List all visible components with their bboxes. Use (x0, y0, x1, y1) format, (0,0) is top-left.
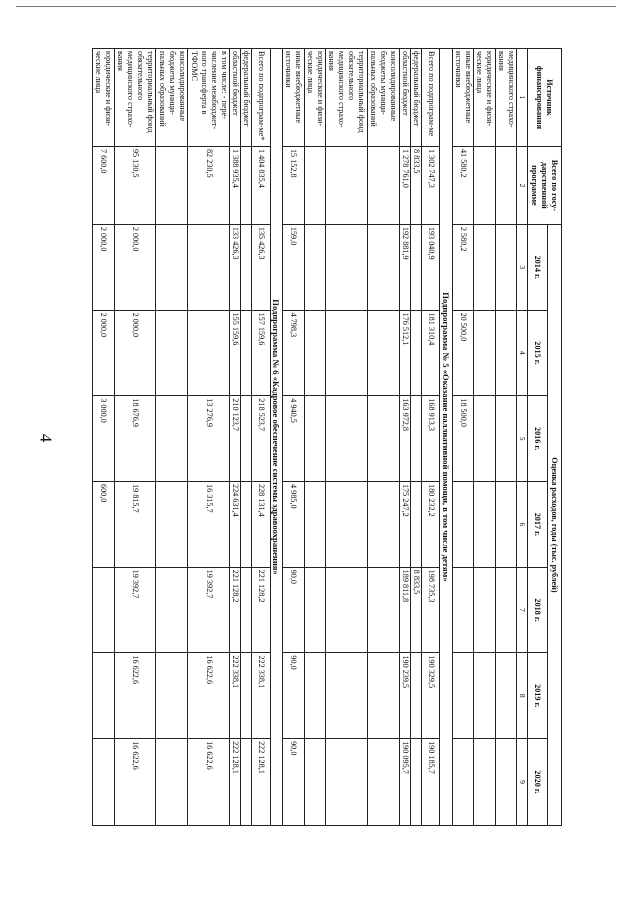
value-cell: 135 426,3 (252, 224, 270, 310)
value-cell (156, 224, 188, 310)
table-row (252, 49, 270, 826)
value-cell: 95 130,5 (114, 146, 156, 224)
value-cell (452, 481, 473, 567)
header-year: 2019 г. (528, 653, 548, 739)
table-row (114, 49, 156, 826)
value-cell (156, 653, 188, 739)
value-cell: 155 159,6 (230, 310, 241, 396)
header-estimate: Оценка расходов, годы (тыс. рублей) (548, 224, 562, 825)
value-cell (241, 739, 252, 826)
value-cell: 163 972,8 (399, 396, 410, 482)
value-cell: 222 128,1 (230, 739, 241, 826)
value-cell (367, 224, 399, 310)
value-cell (156, 310, 188, 396)
header-year: 2016 г. (528, 396, 548, 482)
source-cell: юридические и физи-ческие лица (474, 49, 495, 147)
value-cell (474, 396, 495, 482)
table-row (495, 49, 516, 826)
source-cell: территориальный фонд обязательного медицинского страхо-вания (326, 49, 368, 147)
header-year: 2015 г. (528, 310, 548, 396)
value-cell (495, 739, 516, 826)
table-row (474, 49, 495, 826)
value-cell: 16 622,6 (188, 739, 230, 826)
value-cell: 15 152,8 (283, 146, 304, 224)
value-cell (367, 653, 399, 739)
value-cell: 18 500,0 (452, 396, 473, 482)
value-cell: 222 128,1 (252, 739, 270, 826)
value-cell: 82 230,5 (188, 146, 230, 224)
value-cell (304, 146, 325, 224)
column-number: 2 (517, 146, 528, 224)
column-number: 7 (517, 567, 528, 653)
funding-table (92, 48, 562, 826)
value-cell: 7 600,0 (93, 146, 115, 224)
value-cell (241, 481, 252, 567)
value-cell (241, 567, 252, 653)
value-cell: 1 388 935,4 (230, 146, 241, 224)
value-cell: 193 040,9 (422, 224, 440, 310)
value-cell: 2 580,2 (452, 224, 473, 310)
value-cell: 600,0 (93, 481, 115, 567)
value-cell (474, 224, 495, 310)
value-cell (474, 739, 495, 826)
source-cell: федеральный бюджет (410, 49, 421, 147)
value-cell (326, 653, 368, 739)
value-cell (188, 310, 230, 396)
value-cell (495, 396, 516, 482)
value-cell (326, 481, 368, 567)
value-cell (410, 224, 421, 310)
table-row (367, 49, 399, 826)
value-cell (156, 567, 188, 653)
top-rule (16, 6, 616, 7)
table-row (326, 49, 368, 826)
value-cell: 189 811,8 (399, 567, 410, 653)
value-cell: 2 000,0 (93, 224, 115, 310)
value-cell (474, 567, 495, 653)
source-cell: медицинского страхо-вания (495, 49, 516, 147)
value-cell: 90,0 (283, 653, 304, 739)
page-number: 4 (36, 433, 56, 443)
value-cell (474, 653, 495, 739)
source-cell: иные внебюджетные источники (283, 49, 304, 147)
value-cell (188, 224, 230, 310)
source-cell: в том числе: - пере-числение межбюджет-ного трансферта в ТФОМС (188, 49, 230, 147)
value-cell: 4 798,3 (283, 310, 304, 396)
table-rotator (92, 48, 562, 826)
source-cell: юридические и физи-ческие лица (304, 49, 325, 147)
value-cell (326, 310, 368, 396)
value-cell (156, 146, 188, 224)
value-cell (304, 739, 325, 826)
value-cell (410, 739, 421, 826)
section-title: Подпрограмма № 5 «Оказание паллиативной помощи, в том числе детям» (440, 49, 452, 826)
header-year: 2020 г. (528, 739, 548, 826)
table-row (452, 49, 473, 826)
value-cell (410, 481, 421, 567)
value-cell (474, 481, 495, 567)
source-cell: федеральный бюджет (241, 49, 252, 147)
value-cell: 1 404 835,4 (252, 146, 270, 224)
value-cell (326, 739, 368, 826)
header-total: Всего по госу-дарственной программе (528, 146, 562, 224)
value-cell (241, 653, 252, 739)
value-cell: 90,0 (283, 739, 304, 826)
value-cell: 16 622,6 (114, 653, 156, 739)
value-cell: 218 523,7 (252, 396, 270, 482)
source-cell: областной бюджет (230, 49, 241, 147)
value-cell: 13 276,9 (188, 396, 230, 482)
value-cell: 1 278 761,0 (399, 146, 410, 224)
value-cell: 2 000,0 (114, 224, 156, 310)
table-row (230, 49, 241, 826)
column-number: 4 (517, 310, 528, 396)
value-cell: 8 833,5 (410, 146, 421, 224)
table-row (410, 49, 421, 826)
value-cell (367, 739, 399, 826)
value-cell (495, 310, 516, 396)
value-cell: 41 580,2 (452, 146, 473, 224)
value-cell: 19 815,7 (114, 481, 156, 567)
value-cell (367, 481, 399, 567)
value-cell (452, 653, 473, 739)
source-cell: Всего по подпрограм-ме* (252, 49, 270, 147)
value-cell: 16 622,6 (114, 739, 156, 826)
value-cell: 3 000,0 (93, 396, 115, 482)
value-cell: 19 392,7 (188, 567, 230, 653)
value-cell (367, 567, 399, 653)
value-cell: 2 000,0 (114, 310, 156, 396)
value-cell: 210 123,7 (230, 396, 241, 482)
value-cell: 190 239,5 (399, 653, 410, 739)
table-row (399, 49, 410, 826)
column-number: 6 (517, 481, 528, 567)
value-cell: 175 247,2 (399, 481, 410, 567)
value-cell (367, 396, 399, 482)
table-row (188, 49, 230, 826)
source-cell: консолидированные бюджеты муници-пальных образований (156, 49, 188, 147)
header-source: Источник финансирования (528, 49, 562, 147)
value-cell: 190 329,5 (422, 653, 440, 739)
value-cell (304, 481, 325, 567)
value-cell (495, 653, 516, 739)
value-cell (304, 224, 325, 310)
column-number: 1 (517, 49, 528, 147)
value-cell: 224 631,4 (230, 481, 241, 567)
column-number: 8 (517, 653, 528, 739)
value-cell (304, 653, 325, 739)
source-cell: Всего по подпрограм-ме (422, 49, 440, 147)
value-cell (326, 567, 368, 653)
value-cell (474, 146, 495, 224)
header-year: 2017 г. (528, 481, 548, 567)
value-cell (326, 146, 368, 224)
value-cell (241, 396, 252, 482)
value-cell (495, 481, 516, 567)
table-row (241, 49, 252, 826)
source-cell: иные внебюджетные источники (452, 49, 473, 147)
value-cell: 198 735,3 (422, 567, 440, 653)
value-cell (241, 310, 252, 396)
value-cell: 222 338,1 (230, 653, 241, 739)
header-year: 2018 г. (528, 567, 548, 653)
value-cell (156, 396, 188, 482)
column-number: 5 (517, 396, 528, 482)
source-cell: областной бюджет (399, 49, 410, 147)
value-cell (304, 396, 325, 482)
value-cell: 20 500,0 (452, 310, 473, 396)
value-cell: 18 676,9 (114, 396, 156, 482)
value-cell: 8 833,5 (410, 567, 421, 653)
section-row (270, 49, 282, 826)
value-cell: 4 940,5 (283, 396, 304, 482)
value-cell (304, 567, 325, 653)
value-cell (474, 310, 495, 396)
value-cell: 222 338,1 (252, 653, 270, 739)
table-row (156, 49, 188, 826)
value-cell (93, 567, 115, 653)
value-cell: 180 232,2 (422, 481, 440, 567)
value-cell: 221 128,2 (252, 567, 270, 653)
table-row (422, 49, 440, 826)
table-row (93, 49, 115, 826)
table-row (283, 49, 304, 826)
value-cell: 16 622,6 (188, 653, 230, 739)
value-cell: 133 426,3 (230, 224, 241, 310)
value-cell: 228 131,4 (252, 481, 270, 567)
value-cell (410, 653, 421, 739)
value-cell: 168 913,3 (422, 396, 440, 482)
source-cell: юридические и физи-ческие лица (93, 49, 115, 147)
value-cell (156, 481, 188, 567)
value-cell: 190 095,7 (399, 739, 410, 826)
value-cell: 16 315,7 (188, 481, 230, 567)
value-cell: 192 881,9 (399, 224, 410, 310)
value-cell: 176 512,1 (399, 310, 410, 396)
value-cell: 19 392,7 (114, 567, 156, 653)
value-cell: 90,0 (283, 567, 304, 653)
value-cell: 221 128,2 (230, 567, 241, 653)
value-cell (452, 567, 473, 653)
source-cell: консолидированные бюджеты муници-пальных образований (367, 49, 399, 147)
value-cell (367, 310, 399, 396)
value-cell (326, 224, 368, 310)
value-cell: 4 985,0 (283, 481, 304, 567)
value-cell (495, 146, 516, 224)
value-cell (93, 653, 115, 739)
column-number: 3 (517, 224, 528, 310)
section-row (440, 49, 452, 826)
value-cell: 190 185,7 (422, 739, 440, 826)
value-cell: 159,0 (283, 224, 304, 310)
value-cell: 1 302 747,3 (422, 146, 440, 224)
value-cell (452, 739, 473, 826)
value-cell: 2 000,0 (93, 310, 115, 396)
value-cell: 157 159,6 (252, 310, 270, 396)
value-cell (410, 310, 421, 396)
column-number: 9 (517, 739, 528, 826)
value-cell (326, 396, 368, 482)
source-cell: территориальный фонд обязательного медицинского страхо-вания (114, 49, 156, 147)
value-cell (367, 146, 399, 224)
value-cell: 181 310,4 (422, 310, 440, 396)
value-cell (241, 146, 252, 224)
value-cell (410, 396, 421, 482)
table-row (304, 49, 325, 826)
value-cell (495, 567, 516, 653)
rotated-table-area (92, 48, 562, 826)
value-cell (93, 739, 115, 826)
value-cell (495, 224, 516, 310)
header-year: 2014 г. (528, 224, 548, 310)
value-cell (304, 310, 325, 396)
value-cell (156, 739, 188, 826)
value-cell (241, 224, 252, 310)
section-title: Подпрограмма № 6 «Кадровое обеспечение системы здравоохранения» (270, 49, 282, 826)
